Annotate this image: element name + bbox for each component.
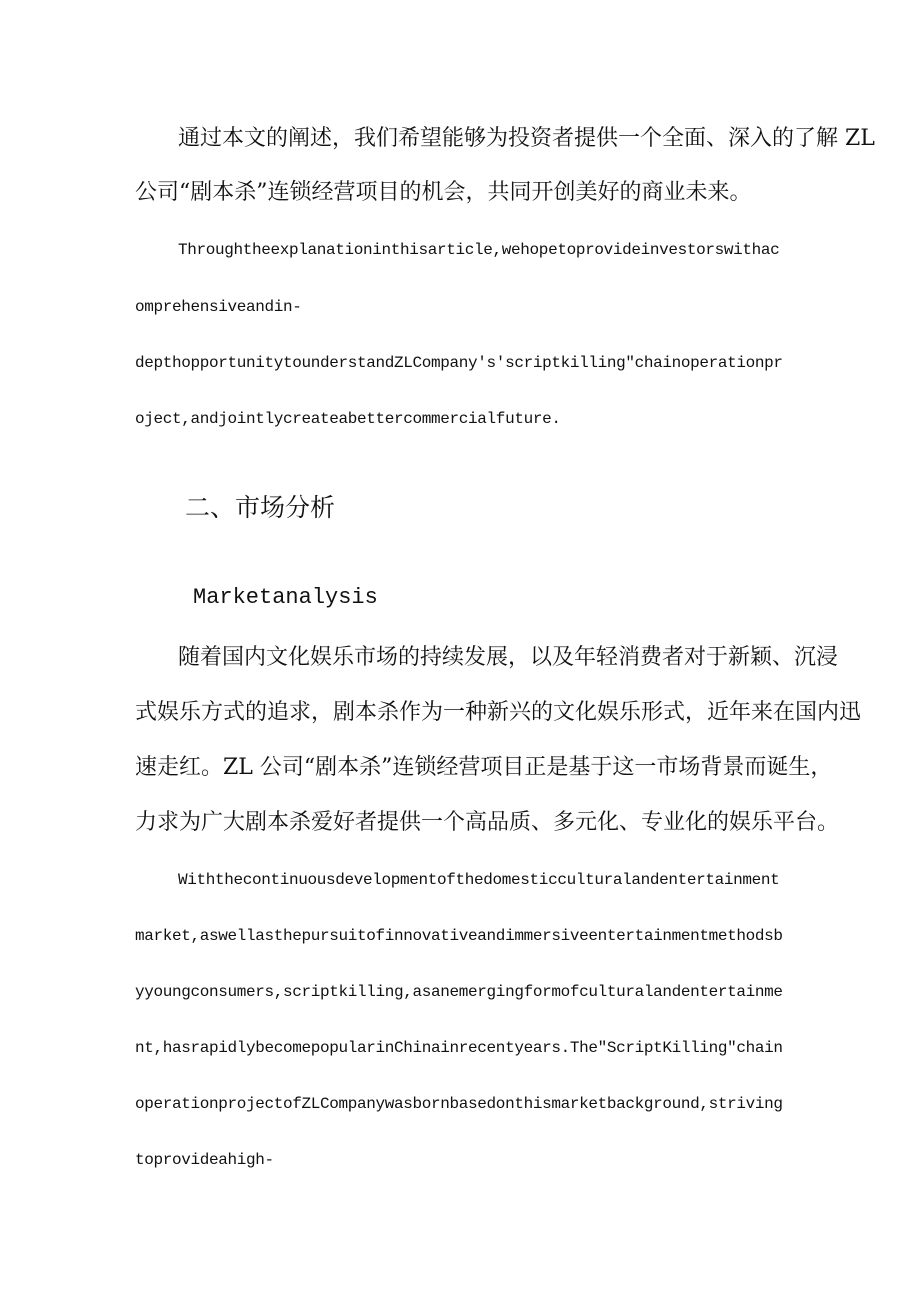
intro-en-line-4: oject,andjointlycreateabettercommercialfuture. <box>135 410 561 428</box>
intro-zh-line-2: 公司“剧本杀”连锁经营项目的机会，共同开创美好的商业未来。 <box>135 180 752 205</box>
section-en-line-5: operationprojectofZLCompanywasbornbasedonthismarketbackground,striving <box>135 1095 783 1113</box>
section-zh-line-2: 式娱乐方式的追求，剧本杀作为一种新兴的文化娱乐形式，近年来在国内迅 <box>135 700 862 725</box>
section-en-line-6: toprovideahigh- <box>135 1151 274 1169</box>
section-en-line-1: Withthecontinuousdevelopmentofthedomesticculturalandentertainment <box>178 871 780 889</box>
section-zh-line-4: 力求为广大剧本杀爱好者提供一个高品质、多元化、专业化的娱乐平台。 <box>135 810 840 835</box>
intro-zh-line-1: 通过本文的阐述，我们希望能够为投资者提供一个全面、深入的了解 ZL <box>178 126 875 151</box>
section-heading-zh: 二、市场分析 <box>185 493 336 522</box>
section-en-line-2: market,aswellasthepursuitofinnovativeandimmersiveentertainmentmethodsb <box>135 927 783 945</box>
section-heading-en: Marketanalysis <box>193 585 378 610</box>
intro-en-line-2: omprehensiveandin- <box>135 298 302 316</box>
section-zh-line-3: 速走红。ZL 公司“剧本杀”连锁经营项目正是基于这一市场背景而诞生， <box>135 755 833 780</box>
intro-en-line-1: Throughtheexplanationinthisarticle,wehopetoprovideinvestorswithac <box>178 241 780 259</box>
section-en-line-4: nt,hasrapidlybecomepopularinChinainrecentyears.The"ScriptKilling"chain <box>135 1039 783 1057</box>
section-en-line-3: yyoungconsumers,scriptkilling,asanemergingformofculturalandentertainme <box>135 983 783 1001</box>
section-zh-line-1: 随着国内文化娱乐市场的持续发展，以及年轻消费者对于新颖、沉浸 <box>178 645 839 670</box>
intro-en-line-3: depthopportunitytounderstandZLCompany's'scriptkilling"chainoperationpr <box>135 354 783 372</box>
